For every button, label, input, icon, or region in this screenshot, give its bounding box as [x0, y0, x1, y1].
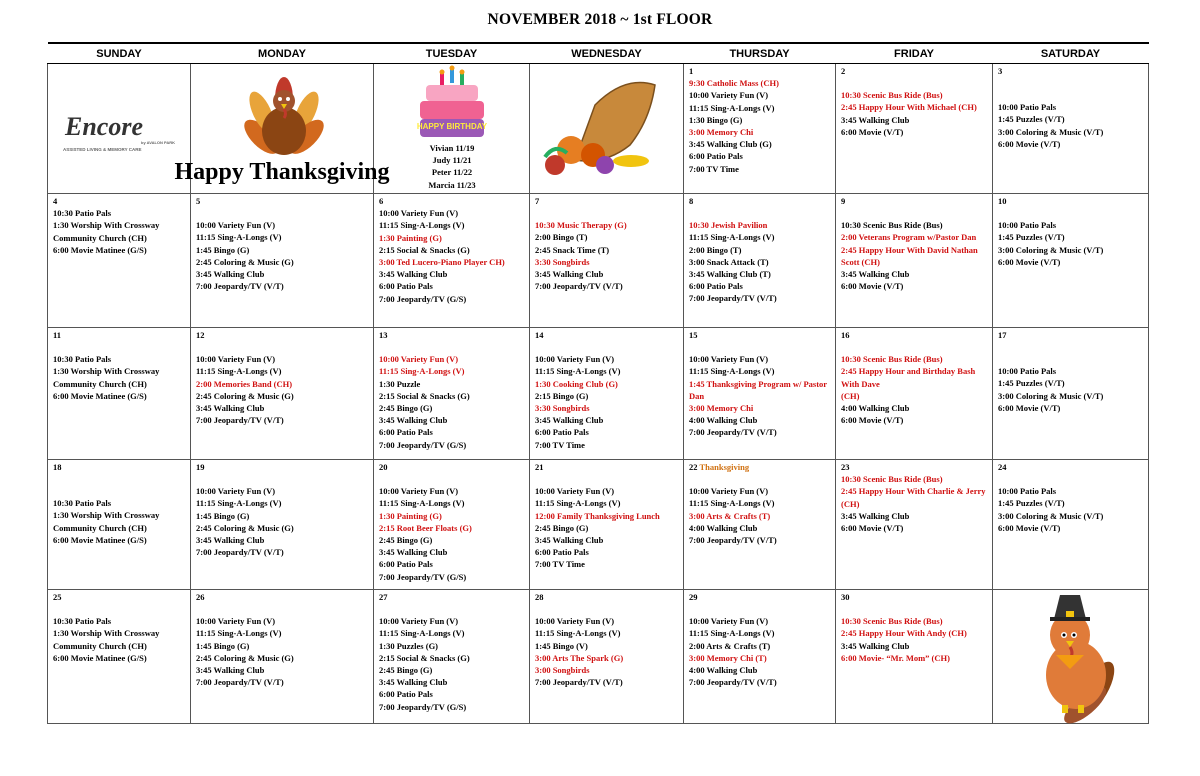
event: 1:45 Bingo (G)	[196, 510, 250, 521]
event: 10:00 Variety Fun (V)	[689, 486, 769, 497]
day-cell-3	[993, 64, 1149, 194]
event: 2:15 Bingo (G)	[535, 390, 589, 401]
event: 11:15 Sing-A-Longs (V)	[379, 628, 465, 639]
event: 1:30 Cooking Club (G)	[535, 378, 618, 389]
event: 10:00 Variety Fun (V)	[689, 90, 769, 101]
event: 3:45 Walking Club (G)	[689, 139, 772, 150]
event: 2:45 Happy Hour With David Nathan Scott (CH)	[841, 244, 978, 267]
event: 10:00 Variety Fun (V)	[379, 208, 459, 219]
event: 10:00 Variety Fun (V)	[196, 616, 276, 627]
event: 10:00 Patio Pals	[998, 366, 1057, 377]
pilgrim-turkey-icon	[998, 591, 1144, 715]
event: 3:45 Walking Club	[841, 114, 910, 125]
event: 6:00 Patio Pals	[535, 427, 589, 438]
event: 7:00 Jeopardy/TV (V/T)	[535, 281, 623, 292]
event: 11:15 Sing-A-Longs (V)	[535, 366, 621, 377]
day-cell-16	[836, 328, 993, 460]
event: 10:00 Variety Fun (V)	[196, 486, 276, 497]
event: 2:15 Social & Snacks (G)	[379, 390, 470, 401]
event: 3:00 Coloring & Music (V/T)	[998, 126, 1104, 137]
event: 6:00 Movie (V/T)	[841, 126, 904, 137]
event: 7:00 Jeopardy/TV (V/T)	[196, 677, 284, 688]
event: 7:00 TV Time	[689, 163, 739, 174]
event: 7:00 Jeopardy/TV (V/T)	[535, 677, 623, 688]
event: 10:30 Scenic Bus Ride (Bus)	[841, 354, 943, 365]
cornucopia-cell	[530, 64, 684, 194]
turkey-icon	[174, 65, 390, 187]
event: 6:00 Movie (V/T)	[998, 402, 1061, 413]
event: 2:45 Happy Hour With Andy (CH)	[841, 628, 967, 639]
day-cell-27	[374, 590, 530, 724]
day-cell-20	[374, 460, 530, 590]
event: 2:00 Veterans Program w/Pastor Dan	[841, 232, 977, 243]
event: 3:30 Songbirds	[535, 256, 590, 267]
week-row-2	[48, 194, 1149, 328]
event: 2:45 Coloring & Music (G)	[196, 652, 294, 663]
event: 3:45 Walking Club	[841, 510, 910, 521]
birthday-name: Marcia 11/23	[428, 179, 476, 190]
event: 1:45 Bingo (V)	[535, 640, 588, 651]
event: 2:45 Coloring & Music (G)	[196, 522, 294, 533]
event: 10:00 Variety Fun (V)	[379, 616, 459, 627]
event: 3:00 Snack Attack (T)	[689, 256, 769, 267]
day-cell-17	[993, 328, 1149, 460]
event: 10:00 Variety Fun (V)	[535, 486, 615, 497]
day-cell-24	[993, 460, 1149, 590]
event: 1:30 Worship With Crossway	[53, 510, 160, 521]
weekday-header-row	[48, 43, 1149, 64]
day-cell-9	[836, 194, 993, 328]
event: 3:45 Walking Club (T)	[689, 269, 771, 280]
event: 11:15 Sing-A-Longs (V)	[196, 498, 282, 509]
day-cell-5	[191, 194, 374, 328]
event: 1:30 Painting (G)	[379, 510, 442, 521]
event: 1:45 Bingo (G)	[196, 244, 250, 255]
event: 1:45 Thanksgiving Program w/ Pastor Dan	[689, 378, 827, 401]
event: 3:45 Walking Club	[379, 415, 448, 426]
event: 1:45 Puzzles (V/T)	[998, 378, 1065, 389]
event: 11:15 Sing-A-Longs (V)	[535, 498, 621, 509]
event: 10:00 Patio Pals	[998, 486, 1057, 497]
event: 9:30 Catholic Mass (CH)	[689, 78, 779, 89]
birthday-list	[379, 142, 525, 191]
event: 11:15 Sing-A-Longs (V)	[689, 366, 775, 377]
weekday-friday: FRIDAY	[836, 43, 993, 64]
event: 3:00 Coloring & Music (V/T)	[998, 244, 1104, 255]
event: 6:00 Movie Matinee (G/S)	[53, 652, 147, 663]
event: 6:00 Patio Pals	[689, 281, 743, 292]
event: 2:15 Root Beer Floats (G)	[379, 522, 472, 533]
event: 10:00 Variety Fun (V)	[196, 354, 276, 365]
event: 3:45 Walking Club	[535, 269, 604, 280]
week-row-5	[48, 590, 1149, 724]
event: 2:00 Bingo (T)	[689, 244, 742, 255]
event: 2:45 Coloring & Music (G)	[196, 390, 294, 401]
day-number: 4	[53, 196, 58, 206]
event: 11:15 Sing-A-Longs (V)	[379, 220, 465, 231]
day-number: 8	[689, 196, 694, 206]
event: 10:30 Scenic Bus Ride (Bus)	[841, 220, 943, 231]
day-number: 26	[196, 592, 205, 602]
weekday-saturday: SATURDAY	[993, 43, 1149, 64]
day-number: 17	[998, 330, 1007, 340]
cornucopia-icon	[535, 65, 679, 187]
event: 11:15 Sing-A-Longs (V)	[689, 102, 775, 113]
event: 6:00 Patio Pals	[535, 547, 589, 558]
day-cell-1	[684, 64, 836, 194]
event: 11:15 Sing-A-Longs (V)	[196, 232, 282, 243]
day-number: 16	[841, 330, 850, 340]
weekday-wednesday: WEDNESDAY	[530, 43, 684, 64]
day-cell-8	[684, 194, 836, 328]
event: 7:00 Jeopardy/TV (V/T)	[689, 427, 777, 438]
day-cell-26	[191, 590, 374, 724]
event: (CH)	[841, 390, 860, 401]
event: 1:30 Worship With Crossway	[53, 366, 160, 377]
event: 1:45 Puzzles (V/T)	[998, 114, 1065, 125]
event: 3:45 Walking Club	[196, 665, 265, 676]
event: 3:45 Walking Club	[196, 269, 265, 280]
event: 4:00 Walking Club	[689, 665, 758, 676]
event: 1:30 Worship With Crossway	[53, 220, 160, 231]
event: 10:30 Patio Pals	[53, 208, 112, 219]
event: 3:00 Memory Chi	[689, 127, 754, 138]
event: 11:15 Sing-A-Longs (V)	[379, 498, 465, 509]
svg-text:Encore: Encore	[65, 112, 143, 141]
event: 6:00 Patio Pals	[379, 689, 433, 700]
event: 6:00 Patio Pals	[379, 427, 433, 438]
event: 11:15 Sing-A-Longs (V)	[689, 628, 775, 639]
event: 2:45 Bingo (G)	[535, 522, 589, 533]
event: 6:00 Movie Matinee (G/S)	[53, 244, 147, 255]
event: 10:00 Variety Fun (V)	[379, 486, 459, 497]
encore-logo	[53, 65, 185, 185]
event: 1:45 Puzzles (V/T)	[998, 232, 1065, 243]
day-cell-15	[684, 328, 836, 460]
svg-text:ASSISTED LIVING & MEMORY CARE: ASSISTED LIVING & MEMORY CARE	[63, 147, 142, 152]
event: 1:45 Bingo (G)	[196, 640, 250, 651]
day-cell-29	[684, 590, 836, 724]
event: 2:45 Coloring & Music (G)	[196, 256, 294, 267]
event: 1:30 Bingo (G)	[689, 114, 743, 125]
event: 7:00 Jeopardy/TV (G/S)	[379, 571, 467, 582]
event: 2:45 Bingo (G)	[379, 535, 433, 546]
event: Community Church (CH)	[53, 232, 147, 243]
event: 2:45 Bingo (G)	[379, 665, 433, 676]
event: 3:00 Coloring & Music (V/T)	[998, 390, 1104, 401]
day-number: 27	[379, 592, 388, 602]
day-number: 11	[53, 330, 62, 340]
day-cell-14	[530, 328, 684, 460]
day-number: 12	[196, 330, 205, 340]
day-cell-22	[684, 460, 836, 590]
event: 10:30 Scenic Bus Ride (Bus)	[841, 616, 943, 627]
event: 6:00 Movie- “Mr. Mom” (CH)	[841, 652, 950, 663]
event: 10:00 Variety Fun (V)	[535, 354, 615, 365]
weekday-tuesday: TUESDAY	[374, 43, 530, 64]
birthday-cake-icon	[379, 65, 525, 141]
day-number: 19	[196, 462, 205, 472]
event: 10:00 Variety Fun (V)	[535, 616, 615, 627]
event: 10:00 Variety Fun (V)	[689, 616, 769, 627]
event: 11:15 Sing-A-Longs (V)	[689, 232, 775, 243]
day-number: 22 Thanksgiving	[689, 462, 750, 472]
event: 7:00 Jeopardy/TV (V/T)	[196, 547, 284, 558]
event: 4:00 Walking Club	[841, 403, 910, 414]
day-cell-19	[191, 460, 374, 590]
day-number: 14	[535, 330, 544, 340]
event: 12:00 Family Thanksgiving Lunch	[535, 510, 660, 521]
event: 10:30 Patio Pals	[53, 498, 112, 509]
svg-text:HAPPY BIRTHDAY: HAPPY BIRTHDAY	[416, 122, 488, 131]
event: 3:45 Walking Club	[535, 415, 604, 426]
event: 7:00 Jeopardy/TV (V/T)	[689, 677, 777, 688]
event: 11:15 Sing-A-Longs (V)	[379, 366, 465, 377]
event: 10:30 Music Therapy (G)	[535, 220, 627, 231]
event: 7:00 Jeopardy/TV (G/S)	[379, 439, 467, 450]
event: 3:45 Walking Club	[841, 640, 910, 651]
event: 11:15 Sing-A-Longs (V)	[535, 628, 621, 639]
event: 3:45 Walking Club	[379, 547, 448, 558]
event: 10:30 Scenic Bus Ride (Bus)	[841, 90, 943, 101]
event: 6:00 Movie Matinee (G/S)	[53, 390, 147, 401]
event: 2:45 Happy Hour and Birthday Bash With Dave	[841, 366, 976, 389]
event: 10:00 Patio Pals	[998, 102, 1057, 113]
week-row-1	[48, 64, 1149, 194]
thanksgiving-art-cell	[174, 64, 390, 194]
event: 2:15 Social & Snacks (G)	[379, 244, 470, 255]
event: 2:00 Memories Band (CH)	[196, 378, 293, 389]
event: 6:00 Patio Pals	[379, 559, 433, 570]
birthday-name: Vivian 11/19	[429, 143, 475, 153]
week-row-4	[48, 460, 1149, 590]
event: 6:00 Movie (V/T)	[841, 523, 904, 534]
event: 1:30 Puzzle	[379, 378, 421, 389]
day-number: 28	[535, 592, 544, 602]
day-cell-18	[48, 460, 191, 590]
day-number: 29	[689, 592, 698, 602]
day-number: 30	[841, 592, 850, 602]
event: 6:00 Movie (V/T)	[998, 256, 1061, 267]
event: 2:45 Happy Hour With Charlie & Jerry (CH)	[841, 486, 986, 509]
event: 1:30 Painting (G)	[379, 232, 442, 243]
event: 3:45 Walking Club	[196, 535, 265, 546]
event: 10:00 Variety Fun (V)	[379, 354, 459, 365]
event: 6:00 Movie (V/T)	[841, 415, 904, 426]
event: 1:30 Worship With Crossway	[53, 628, 160, 639]
event: 11:15 Sing-A-Longs (V)	[196, 628, 282, 639]
event: 11:15 Sing-A-Longs (V)	[689, 498, 775, 509]
event: 7:00 Jeopardy/TV (V/T)	[196, 281, 284, 292]
day-cell-21	[530, 460, 684, 590]
day-number: 21	[535, 462, 544, 472]
day-cell-30	[836, 590, 993, 724]
event: 3:00 Coloring & Music (V/T)	[998, 510, 1104, 521]
day-number: 2	[841, 66, 846, 76]
event: 7:00 TV Time	[535, 559, 585, 570]
event: 1:45 Puzzles (V/T)	[998, 498, 1065, 509]
day-number: 6	[379, 196, 384, 206]
event: 3:45 Walking Club	[841, 269, 910, 280]
day-number: 9	[841, 196, 846, 206]
event: 10:00 Patio Pals	[998, 220, 1057, 231]
event: 2:15 Social & Snacks (G)	[379, 652, 470, 663]
pilgrim-turkey-cell	[993, 590, 1149, 724]
day-cell-6	[374, 194, 530, 328]
event: 4:00 Walking Club	[689, 415, 758, 426]
event: 2:45 Snack Time (T)	[535, 244, 610, 255]
day-number: 10	[998, 196, 1007, 206]
event: 6:00 Patio Pals	[689, 151, 743, 162]
event: 3:30 Songbirds	[535, 403, 590, 414]
week-row-3	[48, 328, 1149, 460]
day-number: 7	[535, 196, 540, 206]
event: 4:00 Walking Club	[689, 522, 758, 533]
birthday-cell	[374, 64, 530, 194]
holiday-label: Thanksgiving	[699, 462, 750, 472]
event: 3:45 Walking Club	[535, 535, 604, 546]
event: 10:30 Patio Pals	[53, 354, 112, 365]
event: 2:00 Arts & Crafts (T)	[689, 640, 771, 651]
event: 10:00 Variety Fun (V)	[196, 220, 276, 231]
event: 6:00 Movie (V/T)	[998, 522, 1061, 533]
day-number: 13	[379, 330, 388, 340]
event: 7:00 Jeopardy/TV (V/T)	[196, 415, 284, 426]
calendar-grid	[47, 42, 1148, 724]
day-cell-23	[836, 460, 993, 590]
logo-cell	[48, 64, 191, 194]
day-number: 15	[689, 330, 698, 340]
event: 3:00 Arts The Spark (G)	[535, 652, 624, 663]
calendar-title: NOVEMBER 2018 ~ 1st FLOOR	[487, 11, 713, 28]
birthday-name: Judy 11/21	[432, 155, 472, 166]
event: 3:45 Walking Club	[196, 403, 265, 414]
event: 3:00 Memory Chi (T)	[689, 652, 767, 663]
thanksgiving-banner: Happy Thanksgiving	[174, 159, 390, 185]
day-number: 25	[53, 592, 62, 602]
day-cell-7	[530, 194, 684, 328]
event: 6:00 Movie (V/T)	[841, 281, 904, 292]
event: 2:00 Bingo (T)	[535, 232, 588, 243]
event: Community Church (CH)	[53, 378, 147, 389]
day-cell-25	[48, 590, 191, 724]
event: 11:15 Sing-A-Longs (V)	[196, 366, 282, 377]
event: 7:00 Jeopardy/TV (G/S)	[379, 293, 467, 304]
day-cell-28	[530, 590, 684, 724]
event: 3:00 Ted Lucero-Piano Player CH)	[379, 257, 505, 268]
day-cell-4	[48, 194, 191, 328]
event: 3:45 Walking Club	[379, 269, 448, 280]
event: 3:00 Songbirds	[535, 665, 590, 676]
day-number: 5	[196, 196, 201, 206]
event: 3:00 Memory Chi	[689, 403, 754, 414]
event: 10:30 Jewish Pavilion	[689, 220, 768, 231]
event: 10:30 Patio Pals	[53, 616, 112, 627]
weekday-monday: MONDAY	[191, 43, 374, 64]
event: 2:45 Happy Hour With Michael (CH)	[841, 102, 977, 113]
event: 6:00 Movie Matinee (G/S)	[53, 534, 147, 545]
weekday-sunday: SUNDAY	[48, 43, 191, 64]
event: 6:00 Patio Pals	[379, 281, 433, 292]
event: 7:00 Jeopardy/TV (V/T)	[689, 535, 777, 546]
day-cell-12	[191, 328, 374, 460]
event: 10:30 Scenic Bus Ride (Bus)	[841, 474, 943, 485]
event: 7:00 Jeopardy/TV (G/S)	[379, 701, 467, 712]
event: 6:00 Movie (V/T)	[998, 138, 1061, 149]
event: 3:00 Arts & Crafts (T)	[689, 510, 771, 521]
event: 10:00 Variety Fun (V)	[689, 354, 769, 365]
event: 7:00 TV Time	[535, 439, 585, 450]
day-cell-2	[836, 64, 993, 194]
event: Community Church (CH)	[53, 522, 147, 533]
event: 2:45 Bingo (G)	[379, 403, 433, 414]
weekday-thursday: THURSDAY	[684, 43, 836, 64]
birthday-name: Peter 11/22	[431, 167, 473, 178]
day-number: 1	[689, 66, 694, 76]
day-cell-11	[48, 328, 191, 460]
day-number: 20	[379, 462, 388, 472]
day-number: 24	[998, 462, 1007, 472]
day-number: 18	[53, 462, 62, 472]
day-number: 23	[841, 462, 850, 472]
event: 3:45 Walking Club	[379, 677, 448, 688]
event: Community Church (CH)	[53, 640, 147, 651]
day-cell-10	[993, 194, 1149, 328]
day-cell-13	[374, 328, 530, 460]
event: 7:00 Jeopardy/TV (V/T)	[689, 293, 777, 304]
day-number: 3	[998, 66, 1003, 76]
svg-text:by AVALON PARK: by AVALON PARK	[141, 140, 176, 145]
event: 1:30 Puzzles (G)	[379, 640, 439, 651]
